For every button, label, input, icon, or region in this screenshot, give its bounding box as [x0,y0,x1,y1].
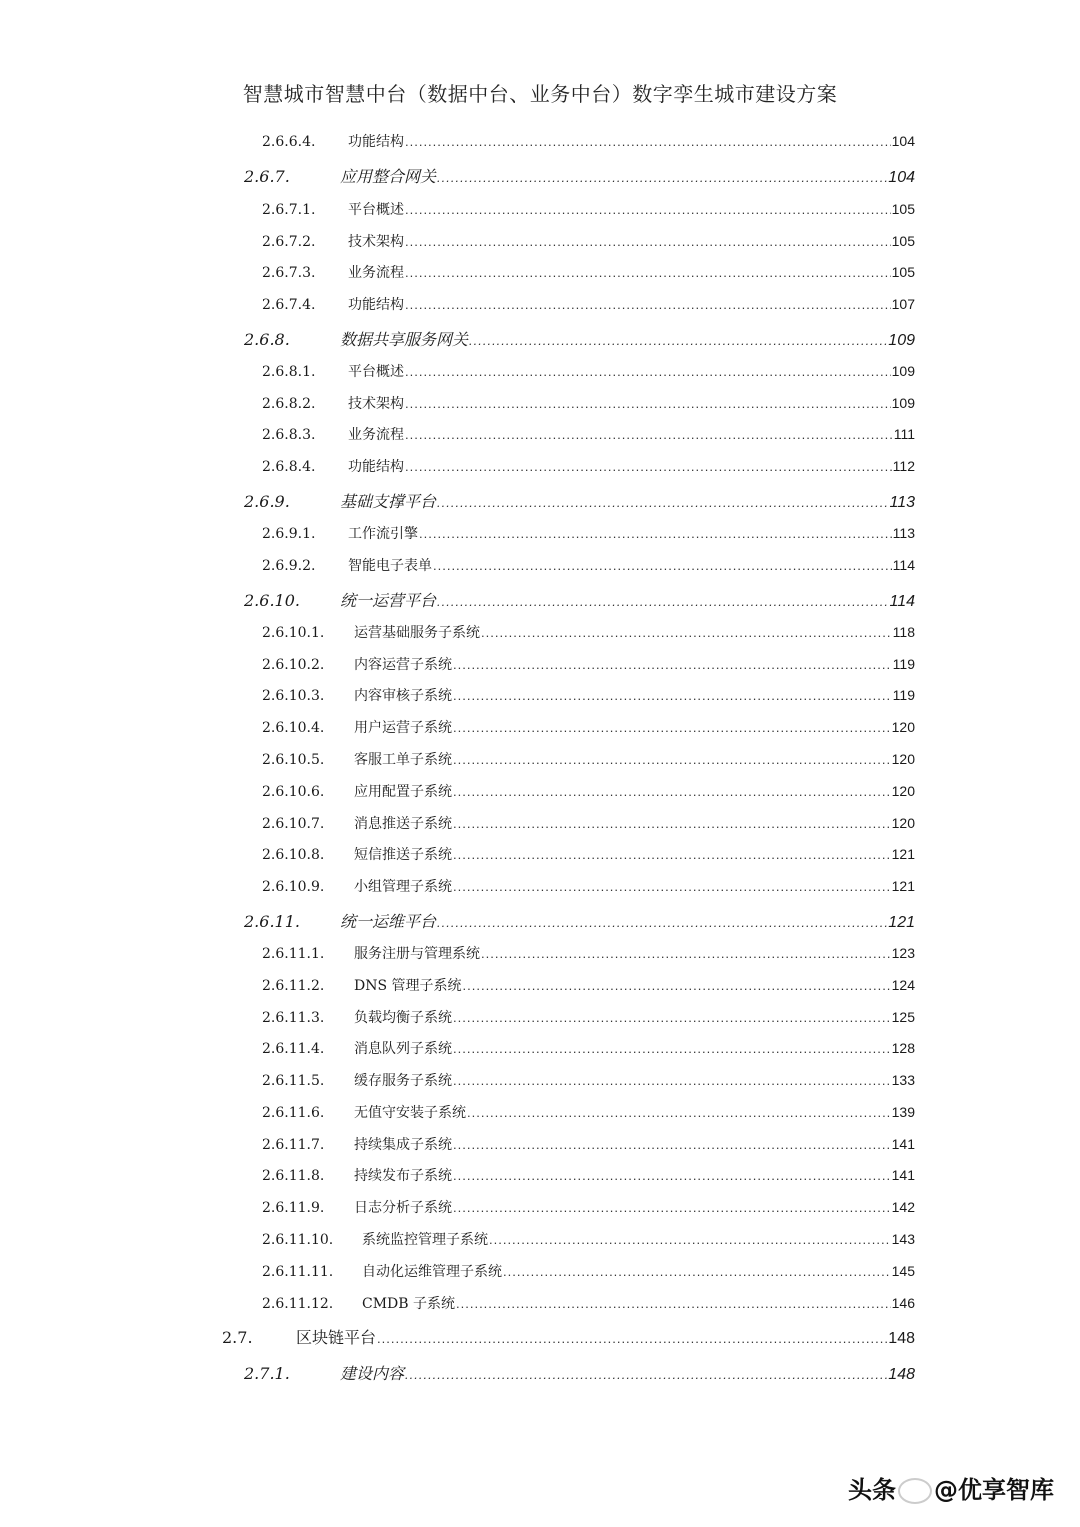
toc-entry[interactable] [244,1361,915,1385]
toc-entry-number: 2.6.11.10. [262,1232,334,1248]
toc-entry[interactable] [262,131,915,155]
toc-entry-title: 持续发布子系统 [354,1168,452,1184]
toc-entry-title: 功能结构 [348,459,404,475]
toc-entry-number: 2.6.10.5. [262,752,325,768]
dot-leader [405,297,891,312]
toc-entry-number: 2.6.8.2. [262,396,316,412]
toc-entry[interactable] [262,1293,915,1317]
toc-entry[interactable] [262,1102,915,1126]
dot-leader [453,752,891,767]
toc-entry-page-number: 123 [891,945,915,961]
toc-entry[interactable] [262,523,915,547]
toc-entry-title: 平台概述 [348,202,404,218]
toc-entry-number: 2.6.11.11. [262,1264,334,1280]
watermark [848,1470,1054,1505]
toc-entry[interactable] [262,876,915,900]
document-header-title: 智慧城市智慧中台（数据中台、业务中台）数字孪生城市建设方案 [242,82,838,106]
dot-leader [453,1168,891,1183]
toc-entry[interactable] [262,361,915,385]
toc-entry-title: 应用配置子系统 [354,784,452,800]
toc-entry-number: 2.6.11. [244,912,300,931]
toc-entry-page-number: 105 [891,201,915,217]
toc-entry-number: 2.7. [222,1328,253,1347]
toc-entry[interactable] [262,749,915,773]
toc-entry-number: 2.6.9.1. [262,526,316,542]
toc-entry-title: 用户运营子系统 [354,720,452,736]
toc-entry-number: 2.6.10.9. [262,879,325,895]
toc-entry-title: 消息队列子系统 [354,1041,452,1057]
toc-entry-title: 客服工单子系统 [354,752,452,768]
toc-entry-number: 2.6.10.6. [262,784,325,800]
dot-leader [453,1200,891,1215]
wechat-icon [898,1478,932,1504]
toc-entry[interactable] [244,489,915,513]
toc-entry-page-number: 120 [891,815,915,831]
dot-leader [405,1367,887,1382]
toc-entry-title: 数据共享服务网关 [340,330,469,349]
dot-leader [405,202,891,217]
toc-entry-title: 统一运营平台 [340,591,437,610]
dot-leader [405,234,891,249]
toc-entry[interactable] [262,199,915,223]
toc-entry[interactable] [262,813,915,837]
toc-entry-number: 2.6.10.4. [262,720,325,736]
toc-entry-page-number: 114 [892,557,915,573]
dot-leader [453,1041,891,1056]
toc-entry-number: 2.6.7. [244,167,290,186]
toc-entry[interactable] [262,1038,915,1062]
toc-entry-title: 功能结构 [348,134,404,150]
dot-leader [405,265,891,280]
toc-entry-page-number: 148 [888,1330,915,1347]
dot-leader [419,526,892,541]
toc-entry-number: 2.6.10.2. [262,657,325,673]
toc-entry-title: 业务流程 [348,427,404,443]
dot-leader [437,495,888,510]
toc-entry-title: 内容运营子系统 [354,657,452,673]
toc-entry-number: 2.6.11.12. [262,1296,334,1312]
toc-entry-title: 业务流程 [348,265,404,281]
toc-entry[interactable] [262,393,915,417]
toc-entry-number: 2.6.10.8. [262,847,325,863]
toc-entry-page-number: 104 [891,133,915,149]
toc-entry-number: 2.6.11.5. [262,1073,325,1089]
toc-entry-number: 2.6.11.3. [262,1010,325,1026]
dot-leader [453,816,891,831]
toc-entry[interactable] [262,1229,915,1253]
dot-leader [481,625,892,640]
toc-entry[interactable] [262,975,915,999]
dot-leader [453,1010,891,1025]
toc-entry-title: 平台概述 [348,364,404,380]
dot-leader [453,879,891,894]
toc-entry-page-number: 125 [891,1009,915,1025]
toc-entry-page-number: 121 [891,878,915,894]
dot-leader [453,657,892,672]
toc-entry-number: 2.6.7.3. [262,265,316,281]
toc-entry[interactable] [262,555,915,579]
toc-entry-title: 自动化运维管理子系统 [362,1264,502,1280]
toc-entry-title: 功能结构 [348,297,404,313]
toc-entry-title: 基础支撑平台 [340,492,437,511]
toc-entry-page-number: 142 [891,1199,915,1215]
toc-entry-page-number: 120 [891,783,915,799]
toc-entry-page-number: 121 [888,914,915,931]
toc-entry[interactable] [262,844,915,868]
toc-entry-page-number: 113 [889,494,915,511]
toc-entry[interactable] [262,781,915,805]
toc-entry-number: 2.6.11.6. [262,1105,325,1121]
dot-leader [489,1232,891,1247]
toc-entry-number: 2.6.6.4. [262,134,316,150]
toc-entry-page-number: 109 [888,332,915,349]
toc-entry-page-number: 118 [892,624,915,640]
toc-entry[interactable] [262,294,915,318]
toc-entry-number: 2.6.11.9. [262,1200,325,1216]
toc-entry[interactable] [244,164,915,188]
toc-entry-page-number: 114 [889,593,915,610]
toc-entry-title: 无值守安装子系统 [354,1105,466,1121]
toc-entry-number: 2.6.10.1. [262,625,325,641]
toc-entry-number: 2.6.9.2. [262,558,316,574]
toc-entry[interactable] [262,1134,915,1158]
toc-entry-number: 2.6.7.2. [262,234,316,250]
toc-entry-number: 2.7.1. [244,1364,290,1383]
toc-entry-title: 服务注册与管理系统 [354,946,480,962]
toc-entry-title: 运营基础服务子系统 [354,625,480,641]
toc-entry[interactable] [262,622,915,646]
dot-leader [463,978,891,993]
toc-entry-number: 2.6.11.1. [262,946,325,962]
toc-entry-number: 2.6.10.3. [262,688,325,704]
toc-entry-title: 负载均衡子系统 [354,1010,452,1026]
toc-entry-title: 短信推送子系统 [354,847,452,863]
toc-entry-number: 2.6.8.3. [262,427,316,443]
toc-entry-title: 持续集成子系统 [354,1137,452,1153]
dot-leader [405,134,891,149]
toc-entry[interactable] [244,909,915,933]
toc-entry-page-number: 139 [891,1104,915,1120]
toc-entry-number: 2.6.8. [244,330,290,349]
toc-entry-page-number: 120 [891,751,915,767]
toc-entry-page-number: 141 [891,1136,915,1152]
toc-entry-number: 2.6.8.4. [262,459,316,475]
toc-entry[interactable] [262,262,915,286]
toc-entry-page-number: 104 [888,169,915,186]
toc-entry-title: 建设内容 [340,1364,405,1383]
toc-entry[interactable] [262,424,915,448]
watermark-handle: @优享智库 [934,1476,1054,1504]
dot-leader [433,558,892,573]
dot-leader [456,1296,891,1311]
toc-entry-page-number: 112 [892,458,915,474]
toc-entry[interactable] [262,1070,915,1094]
toc-entry[interactable] [262,1197,915,1221]
toc-entry-page-number: 111 [893,426,915,442]
dot-leader [469,333,887,348]
toc-entry[interactable] [244,327,915,351]
toc-entry-page-number: 120 [891,719,915,735]
toc-entry[interactable] [262,456,915,480]
dot-leader [377,1331,887,1346]
toc-entry-page-number: 148 [888,1366,915,1383]
dot-leader [437,170,887,185]
dot-leader [453,1073,891,1088]
toc-entry[interactable] [262,1261,915,1285]
toc-entry[interactable] [262,717,915,741]
toc-entry-title: 智能电子表单 [348,558,432,574]
toc-entry-page-number: 145 [891,1263,915,1279]
toc-entry-number: 2.6.7.1. [262,202,316,218]
dot-leader [453,720,891,735]
toc-entry-title: 日志分析子系统 [354,1200,452,1216]
toc-entry-title: 技术架构 [348,396,404,412]
toc-entry-title: 统一运维平台 [340,912,437,931]
toc-entry-title: 技术架构 [348,234,404,250]
dot-leader [503,1264,891,1279]
toc-entry-title: 消息推送子系统 [354,816,452,832]
toc-entry-title: 系统监控管理子系统 [362,1232,488,1248]
toc-entry-title: 缓存服务子系统 [354,1073,452,1089]
toc-entry-number: 2.6.7.4. [262,297,316,313]
toc-entry-number: 2.6.11.7. [262,1137,325,1153]
toc-entry[interactable] [222,1325,915,1349]
toc-entry[interactable] [262,685,915,709]
toc-entry-title: 区块链平台 [296,1328,377,1347]
toc-entry-page-number: 141 [891,1167,915,1183]
toc-entry-page-number: 113 [892,525,915,541]
toc-entry[interactable] [244,588,915,612]
toc-entry-number: 2.6.11.8. [262,1168,325,1184]
toc-entry-page-number: 124 [891,977,915,993]
dot-leader [405,396,891,411]
toc-entry-title: 工作流引擎 [348,526,418,542]
toc-entry-title: DNS 管理子系统 [354,978,462,994]
toc-entry-number: 2.6.11.2. [262,978,325,994]
toc-entry-page-number: 109 [891,363,915,379]
watermark-prefix: 头条 [848,1476,896,1504]
dot-leader [437,915,887,930]
toc-entry-page-number: 107 [891,296,915,312]
toc-entry-page-number: 133 [891,1072,915,1088]
toc-entry-number: 2.6.8.1. [262,364,316,380]
toc-entry[interactable] [262,943,915,967]
dot-leader [437,594,888,609]
toc-entry[interactable] [262,654,915,678]
toc-entry-page-number: 105 [891,233,915,249]
toc-entry-page-number: 105 [891,264,915,280]
toc-entry-title: 小组管理子系统 [354,879,452,895]
toc-entry-number: 2.6.11.4. [262,1041,325,1057]
toc-entry-title: 应用整合网关 [340,167,437,186]
toc-entry-page-number: 146 [891,1295,915,1311]
toc-entry-page-number: 119 [892,687,915,703]
toc-entry[interactable] [262,1165,915,1189]
dot-leader [405,427,893,442]
toc-entry-page-number: 119 [892,656,915,672]
toc-entry-page-number: 121 [891,846,915,862]
toc-entry-title: 内容审核子系统 [354,688,452,704]
dot-leader [405,364,891,379]
dot-leader [453,688,892,703]
toc-entry-number: 2.6.9. [244,492,290,511]
dot-leader [453,847,891,862]
toc-entry-number: 2.6.10.7. [262,816,325,832]
dot-leader [467,1105,891,1120]
toc-entry-page-number: 109 [891,395,915,411]
dot-leader [481,946,891,961]
dot-leader [453,1137,891,1152]
dot-leader [405,459,892,474]
toc-entry-page-number: 128 [891,1040,915,1056]
dot-leader [453,784,891,799]
toc-entry-title: CMDB 子系统 [362,1296,456,1312]
toc-entry-page-number: 143 [891,1231,915,1247]
toc-entry[interactable] [262,1007,915,1031]
toc-entry[interactable] [262,231,915,255]
toc-entry-number: 2.6.10. [244,591,300,610]
